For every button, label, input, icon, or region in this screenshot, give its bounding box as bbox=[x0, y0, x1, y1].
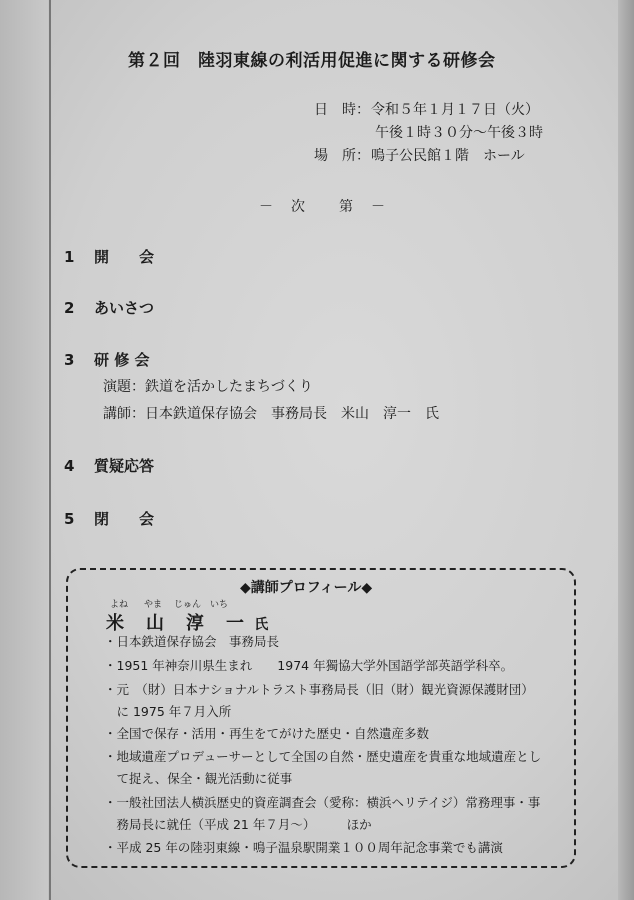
program-heading: － 次 第 － bbox=[259, 199, 387, 215]
ruby-ichi: いち bbox=[210, 600, 229, 610]
profile-bullet: ・全国で保存・活用・再生をてがけた歴史・自然遺産多数 bbox=[104, 726, 430, 741]
item-number: 2 bbox=[64, 299, 75, 317]
document-title: 第２回 陸羽東線の利活用促進に関する研修会 bbox=[128, 51, 496, 71]
profile-bullet: 務局長に就任（平成 21 年７月～） ほか bbox=[104, 817, 372, 832]
item-label: 研 修 会 bbox=[94, 351, 150, 369]
time-value: 午後１時３０分～午後３時 bbox=[375, 125, 543, 141]
name-reading bbox=[106, 597, 270, 609]
place-value: 鳴子公民館１階 ホール bbox=[371, 148, 525, 164]
item-number: 5 bbox=[64, 510, 75, 528]
date-label: 日 時： bbox=[314, 102, 370, 118]
profile-bullet: ・元 （財）日本ナショナルトラスト事務局長（旧（財）観光資源保護財団） bbox=[104, 682, 534, 697]
profile-bullet: ・日本鉄道保存協会 事務局長 bbox=[104, 634, 280, 649]
lecturer-name: 米 山 淳 一 bbox=[106, 613, 246, 634]
program-item-closing bbox=[64, 508, 154, 529]
ruby-yama: やま bbox=[144, 600, 163, 610]
item-number: 1 bbox=[64, 248, 75, 266]
item-number: 3 bbox=[64, 351, 75, 369]
profile-bullet: ・地域遺産プロデューサーとして全国の自然・歴史遺産を貴重な地域遺産とし bbox=[104, 749, 542, 764]
lecture-theme: 演題：鉄道を活かしたまちづくり bbox=[103, 379, 313, 395]
left-margin bbox=[0, 0, 48, 900]
item-label: 開 会 bbox=[94, 248, 155, 266]
lecturer-line: 講師：日本鉄道保存協会 事務局長 米山 淳一 氏 bbox=[103, 406, 439, 422]
place-label: 場 所： bbox=[314, 148, 370, 164]
profile-bullet: に 1975 年７月入所 bbox=[104, 704, 232, 719]
item-label: 閉 会 bbox=[94, 510, 155, 528]
item-label: 質疑応答 bbox=[94, 457, 155, 475]
date-value: 令和５年１月１７日（火） bbox=[371, 102, 539, 118]
profile-bullet: ・1951 年神奈川県生まれ 1974 年獨協大学外国語学部英語学科卒。 bbox=[104, 658, 514, 673]
right-margin bbox=[618, 0, 634, 900]
item-label: あいさつ bbox=[94, 299, 155, 317]
item-number: 4 bbox=[64, 457, 75, 475]
lecturer-name-block bbox=[106, 597, 270, 635]
program-item-workshop bbox=[64, 349, 149, 370]
ruby-jun: じゅん bbox=[174, 600, 202, 610]
page-edge-line bbox=[49, 0, 51, 900]
program-item-qa bbox=[64, 455, 154, 476]
profile-bullet: ・平成 25 年の陸羽東線・鳴子温泉駅開業１００周年記念事業でも講演 bbox=[104, 840, 503, 855]
ruby-yone: よね bbox=[110, 600, 129, 610]
program-item-greeting bbox=[64, 297, 154, 318]
profile-bullet: て捉え、保全・観光活動に従事 bbox=[104, 771, 293, 786]
profile-heading: ◆講師プロフィール◆ bbox=[240, 580, 373, 596]
program-item-opening bbox=[64, 246, 154, 267]
honorific: 氏 bbox=[254, 617, 271, 633]
profile-bullet: ・一般社団法人横浜歴史的資産調査会（愛称：横浜ヘリテイジ）常務理事・事 bbox=[104, 795, 541, 810]
